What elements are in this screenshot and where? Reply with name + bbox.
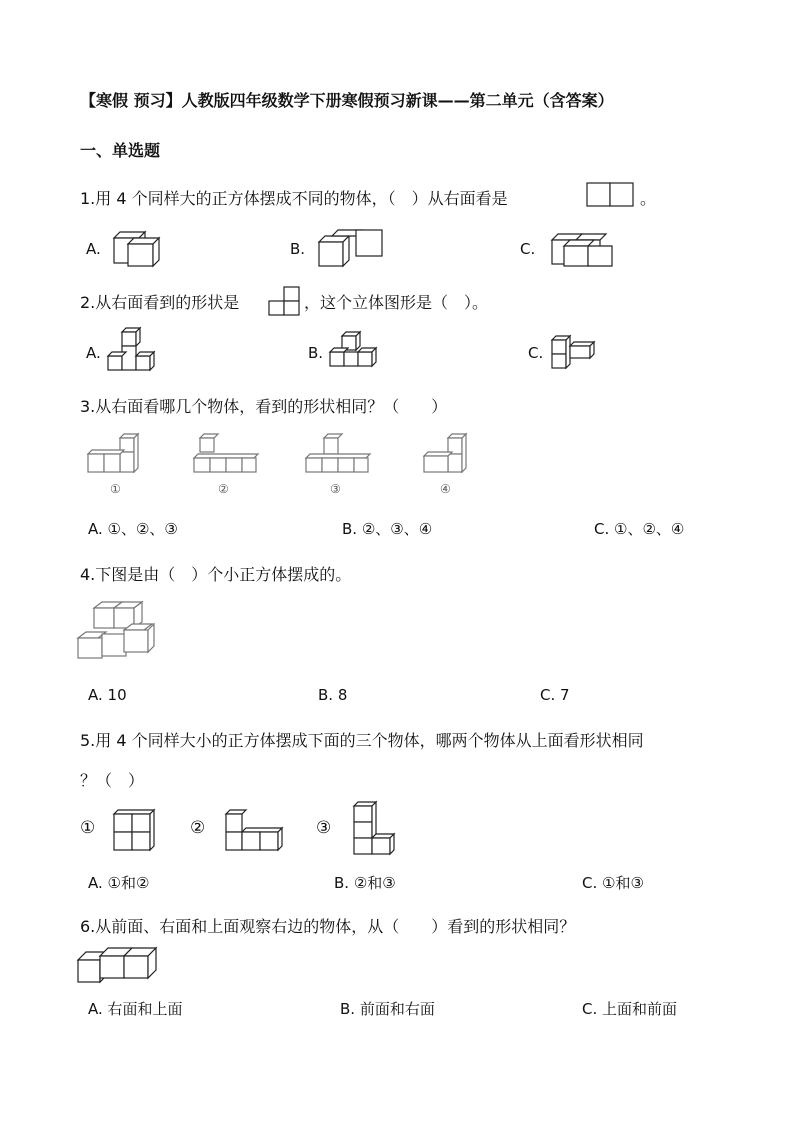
page-title: 【寒假 预习】人教版四年级数学下册寒假预习新课——第二单元（含答案） [80, 91, 614, 110]
option-b[interactable]: B. ②和③ [334, 874, 396, 892]
figure-1-cubes-icon [110, 806, 156, 854]
figure-label-4: ④ [440, 482, 451, 496]
figure-label-1: ① [110, 482, 121, 496]
figure-label-2: ② [218, 482, 229, 496]
option-a[interactable]: A. [86, 344, 101, 362]
question-6-text: 6.从前面、右面和上面观察右边的物体，从（ ）看到的形状相同？ [80, 917, 576, 936]
question-5-text-cont: ？（ ） [80, 771, 145, 790]
question-1-text: 1.用 4 个同样大的正方体摆成不同的物体，（ ）从右面看是 [80, 189, 508, 208]
figure-label-3: ③ [330, 482, 341, 496]
question-1-text-end: 。 [640, 189, 657, 208]
option-a[interactable]: A. ①和② [88, 874, 150, 892]
option-a[interactable]: A. [86, 240, 101, 258]
figure-2-cubes-icon [192, 432, 262, 478]
figure-2-cubes-icon [222, 808, 286, 854]
option-b[interactable]: B. 8 [318, 686, 348, 704]
option-c-cubes-icon[interactable] [548, 234, 618, 268]
shape-1x2-icon [586, 182, 634, 208]
figure-3-cubes-icon [352, 800, 398, 858]
option-c-cubes-icon[interactable] [550, 334, 600, 370]
question-5-text: 5.用 4 个同样大小的正方体摆成下面的三个物体，哪两个物体从上面看形状相同 [80, 731, 644, 750]
option-a-cubes-icon[interactable] [106, 326, 156, 372]
question-3-text: 3.从右面看哪几个物体，看到的形状相同？（ ） [80, 397, 448, 416]
option-c[interactable]: C. 7 [540, 686, 570, 704]
question-2-text-end: ，这个立体图形是（ ）。 [304, 293, 489, 312]
figure-1-cubes-icon [86, 432, 146, 478]
question-2-text: 2.从右面看到的形状是 [80, 293, 240, 312]
section-heading: 一、单选题 [80, 141, 161, 160]
option-c[interactable]: C. [520, 240, 536, 258]
option-c[interactable]: C. [528, 344, 544, 362]
option-a[interactable]: A. 右面和上面 [88, 1000, 183, 1018]
option-b[interactable]: B. 前面和右面 [340, 1000, 435, 1018]
option-b-cubes-icon[interactable] [328, 330, 378, 370]
option-c[interactable]: C. ①、②、④ [594, 520, 685, 538]
figure-4-cubes-icon [422, 432, 478, 478]
option-a-cubes-icon[interactable] [108, 232, 164, 268]
option-b[interactable]: B. ②、③、④ [342, 520, 433, 538]
option-c[interactable]: C. ①和③ [582, 874, 644, 892]
option-a[interactable]: A. 10 [88, 686, 127, 704]
row-cubes-figure [76, 946, 160, 986]
figure-3-cubes-icon [304, 432, 374, 478]
figure-label-3: ③ [316, 818, 332, 838]
option-b[interactable]: B. [308, 344, 324, 362]
figure-label-1: ① [80, 818, 96, 838]
question-4-text: 4.下图是由（ ）个小正方体摆成的。 [80, 565, 352, 584]
figure-label-2: ② [190, 818, 206, 838]
option-a[interactable]: A. ①、②、③ [88, 520, 178, 538]
stacked-cubes-figure [76, 600, 160, 662]
option-b-cubes-icon[interactable] [318, 228, 388, 268]
option-c[interactable]: C. 上面和前面 [582, 1000, 678, 1018]
shape-l-icon [268, 286, 302, 316]
option-b[interactable]: B. [290, 240, 306, 258]
